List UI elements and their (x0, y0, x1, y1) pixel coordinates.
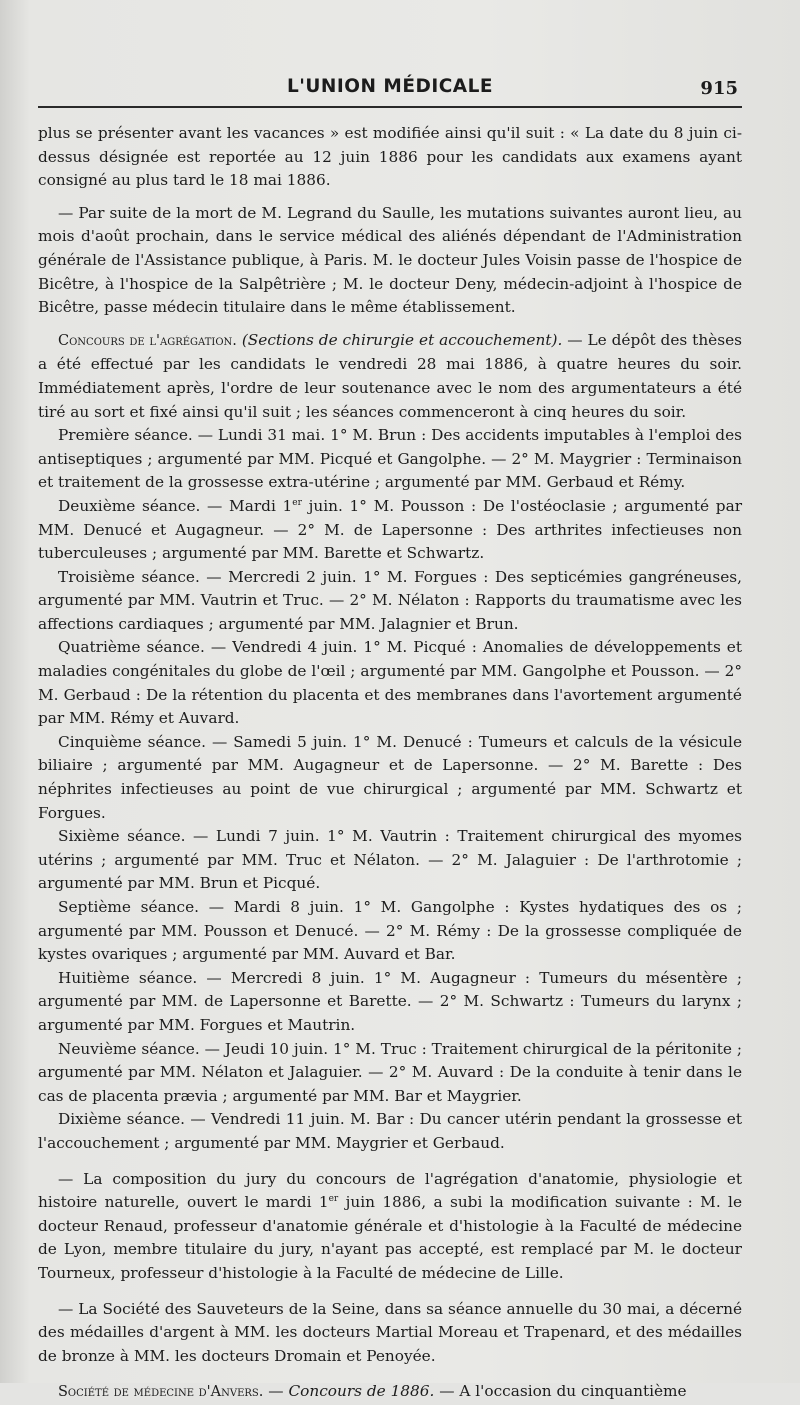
paragraph-sauveteurs: — La Société des Sauveteurs de la Seine, dans sa séance annuelle du 30 mai, a décerné des médailles d'argent à MM. les docteurs Martial Moreau et Trapenard, et des médailles de bronze à MM. les docteurs Dromain et Penoyée. (38, 1299, 742, 1365)
paragraph-concours-agregation (38, 329, 742, 424)
seance-item: Quatrième séance. — Vendredi 4 juin. 1° M. Picqué : Anomalies de développements et maladies congénitales du globe de l'œil ; argumenté par MM. Gangolphe et Pousson. — 2° M. Gerbaud : De la rétention du placenta et des membranes dans l'avortement argumenté par MM. Rémy et Auvard. (38, 638, 742, 728)
superscript: er (292, 497, 302, 508)
paragraph-text: — Le dépôt des thèses a été effectué par les candidats le vendredi 28 mai 1886, à quatre heures du soir. Immédiatement après, l'ordre de leur soutenance avec le nom des argumentateurs a été tiré au sort et fixé ainsi qu'il suit ; les séances commenceront à cinq heures du soir. (38, 330, 742, 421)
paragraph-societe-anvers (38, 1380, 742, 1405)
paragraph-text: — (263, 1382, 289, 1401)
seance-item: Première séance. — Lundi 31 mai. 1° M. Brun : Des accidents imputables à l'emploi des antiseptiques ; argumenté par MM. Picqué et Gangolphe. — 2° M. Maygrier : Terminaison et traitement de la grossesse extra-utérine ; argumenté par MM. Gerbaud et Rémy. (38, 426, 742, 492)
paragraph-text: — La composition du jury du concours de l'agrégation d'anatomie, physiologie et histoire naturelle, ouvert le mardi 1 (38, 1169, 742, 1212)
section-heading: Concours de l'agrégation. (58, 332, 237, 349)
superscript: er (328, 1194, 339, 1205)
journal-title: L'UNION MÉDICALE (286, 76, 494, 97)
seance-item: Neuvième séance. — Jeudi 10 juin. 1° M. Truc : Traitement chirurgical de la péritonite ; argumenté par MM. Nélaton et Jalaguier. — 2° M. Auvard : De la conduite à tenir dans le cas de placenta prævia ; argumenté par MM. Bar et Maygrier. (38, 1039, 742, 1105)
header-rule (38, 106, 742, 108)
seance-item: Septième séance. — Mardi 8 juin. 1° M. Gangolphe : Kystes hydatiques des os ; argumenté par MM. Pousson et Denucé. — 2° M. Rémy : De la grossesse compliquée de kystes ovariques ; argumenté par MM. Auvard et Bar. (38, 898, 742, 964)
seance-item (38, 495, 742, 566)
seance-text: Deuxième séance. — Mardi 1 (58, 496, 293, 515)
paragraph-text: juin 1886, a subi la modification suivante : M. le docteur Renaud, professeur d'anatomie générale et d'histologie à la Faculté de médecine de Lyon, membre titulaire du jury, n'ayant pas accepté, est remplacé par M. le docteur Tourneux, professeur d'histologie à la Faculté de médecine de Lille. (38, 1193, 742, 1282)
article-body (38, 122, 742, 1405)
seance-item: Dixième séance. — Vendredi 11 juin. M. Bar : Du cancer utérin pendant la grossesse et l'accouchement ; argumenté par MM. Maygrier et Gerbaud. (38, 1110, 742, 1152)
section-subheading: (Sections de chirurgie et accouchement). (241, 330, 563, 349)
section-heading: Société de médecine d'Anvers. (58, 1384, 264, 1401)
page-number: 915 (700, 78, 738, 99)
seance-item: Huitième séance. — Mercredi 8 juin. 1° M. Augagneur : Tumeurs du mésentère ; argumenté par MM. de Lapersonne et Barette. — 2° M. Schwartz : Tumeurs du larynx ; argumenté par MM. Forgues et Mautrin. (38, 968, 742, 1034)
paragraph-text: — A l'occasion du cinquantième (434, 1382, 687, 1401)
running-header (38, 72, 742, 106)
paragraph-legrand-du-saulle: — Par suite de la mort de M. Legrand du Saulle, les mutations suivantes auront lieu, au mois d'août prochain, dans le service médical des aliénés dépendant de l'Administration générale de l'Assistance publique, à Paris. M. le docteur Jules Voisin passe de l'hospice de Bicêtre, à l'hospice de la Salpêtrière ; M. le docteur Deny, médecin-adjoint à l'hospice de Bicêtre, passe médecin titulaire dans le même établissement. (38, 203, 742, 317)
seance-text: juin. 1° M. Pousson : De l'ostéoclasie ; argumenté par MM. Denucé et Augagneur. — 2° M. de Lapersonne : Des arthrites infectieuses non tuberculeuses ; argumenté par MM. Barette et Schwartz. (38, 496, 743, 563)
seance-item: Troisième séance. — Mercredi 2 juin. 1° M. Forgues : Des septicémies gangréneuses, argumenté par MM. Vautrin et Truc. — 2° M. Nélaton : Rapports du traumatisme avec les affections cardiaques ; argumenté par MM. Jalagnier et Brun. (38, 567, 742, 633)
paragraph-jury-composition (38, 1168, 742, 1286)
seance-item: Cinquième séance. — Samedi 5 juin. 1° M. Denucé : Tumeurs et calculs de la vésicule biliaire ; argumenté par MM. Augagneur et de Lapersonne. — 2° M. Barette : Des néphrites infectieuses au point de vue chirurgical ; argumenté par MM. Schwartz et Forgues. (38, 732, 742, 822)
paragraph-continuation: plus se présenter avant les vacances » est modifiée ainsi qu'il suit : « La date du 8 juin ci-dessus désignée est reportée au 12 juin 1886 pour les candidats aux examens ayant consigné au plus tard le 18 mai 1886. (38, 124, 742, 190)
seance-item: Sixième séance. — Lundi 7 juin. 1° M. Vautrin : Traitement chirurgical des myomes utérins ; argumenté par MM. Truc et Nélaton. — 2° M. Jalaguier : De l'arthrotomie ; argumenté par MM. Brun et Picqué. (38, 827, 742, 893)
section-subheading: Concours de 1886. (288, 1382, 435, 1401)
